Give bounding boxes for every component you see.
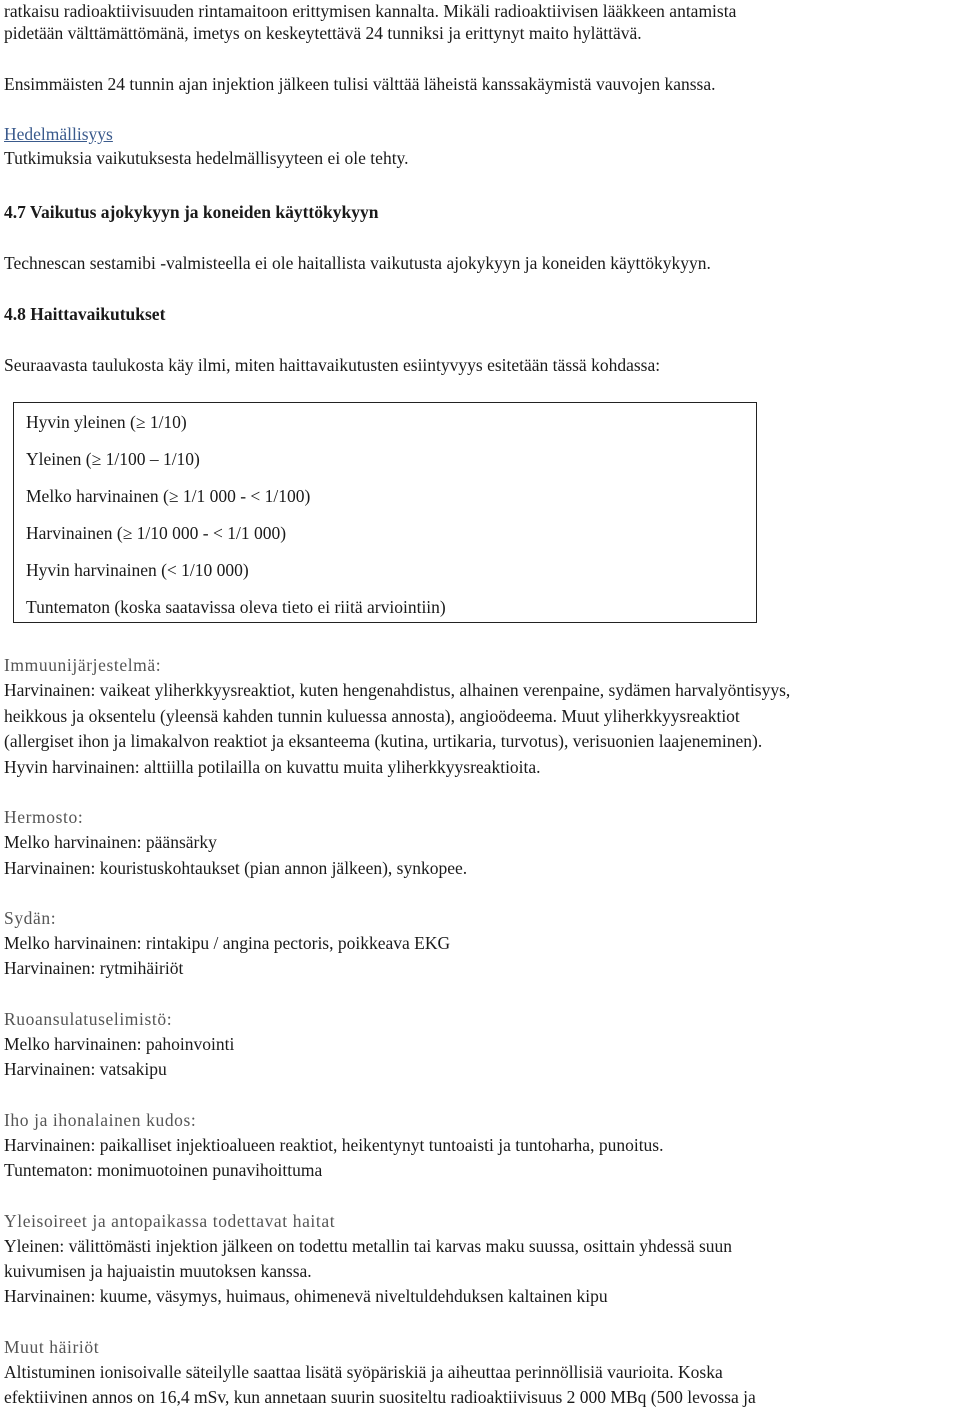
paragraph-line: Harvinainen: kuume, väsymys, huimaus, ohimenevä niveltuldehduksen kaltainen kipu (4, 1286, 608, 1306)
subheading-fertility: Hedelmällisyys (4, 124, 113, 144)
frequency-row: Yleinen (≥ 1/100 – 1/10) (26, 449, 200, 469)
paragraph-line: Technescan sestamibi -valmisteella ei ole haitallista vaikutusta ajokykyyn ja koneiden käyttökykyyn. (4, 253, 711, 273)
paragraph-line: Harvinainen: rytmihäiriöt (4, 958, 184, 978)
paragraph-line: ratkaisu radioaktiivisuuden rintamaitoon erittymisen kannalta. Mikäli radioaktiivisen lääkkeen antamista (4, 1, 737, 21)
category-heading: Immuunijärjestelmä: (4, 655, 162, 675)
paragraph-line: (allergiset ihon ja limakalvon reaktiot ja eksanteema (kutina, urtikaria, turvotus), verisuonien laajeneminen). (4, 731, 763, 751)
paragraph-line: heikkous ja oksentelu (yleensä kahden tunnin kuluessa annosta), angioödeema. Muut yliherkkyysreaktiot (4, 706, 740, 726)
category-heading: Sydän: (4, 908, 57, 928)
category-heading: Muut häiriöt (4, 1337, 100, 1357)
category-heading: Yleisoireet ja antopaikassa todettavat haitat (4, 1211, 336, 1231)
paragraph-line: Tutkimuksia vaikutuksesta hedelmällisyyteen ei ole tehty. (4, 148, 409, 168)
paragraph-line: Yleinen: välittömästi injektion jälkeen on todettu metallin tai karvas maku suussa, osittain yhdessä suun (4, 1236, 733, 1256)
frequency-row: Hyvin harvinainen (< 1/10 000) (26, 560, 249, 580)
paragraph-line: Harvinainen: paikalliset injektioalueen reaktiot, heikentynyt tuntoaisti ja tuntoharha, punoitus. (4, 1135, 664, 1155)
paragraph-line: Ensimmäisten 24 tunnin ajan injektion jälkeen tulisi välttää läheistä kanssakäymistä vauvojen kanssa. (4, 74, 716, 94)
paragraph-line: Hyvin harvinainen: alttiilla potilailla on kuvattu muita yliherkkyysreaktioita. (4, 757, 541, 777)
frequency-row: Harvinainen (≥ 1/10 000 - < 1/1 000) (26, 523, 287, 543)
paragraph-line: Altistuminen ionisoivalle säteilylle saattaa lisätä syöpäriskiä ja aiheuttaa perinnöllisiä vaurioita. Koska (4, 1362, 723, 1382)
paragraph-line: Harvinainen: vatsakipu (4, 1059, 167, 1079)
paragraph-line: Melko harvinainen: päänsärky (4, 832, 217, 852)
paragraph-line: Harvinainen: vaikeat yliherkkyysreaktiot, kuten hengenahdistus, alhainen verenpaine, sydämen harvalyöntisyys, (4, 680, 791, 700)
frequency-table (13, 402, 757, 623)
paragraph-line: Seuraavasta taulukosta käy ilmi, miten haittavaikutusten esiintyvyys esitetään tässä kohdassa: (4, 355, 661, 375)
paragraph-line: kuivumisen ja hajuaistin muutoksen kanssa. (4, 1261, 312, 1281)
paragraph-line: Melko harvinainen: pahoinvointi (4, 1034, 235, 1054)
frequency-row: Tuntematon (koska saatavissa oleva tieto ei riitä arviointiin) (26, 597, 446, 617)
frequency-row: Hyvin yleinen (≥ 1/10) (26, 412, 187, 432)
paragraph-line: Tuntematon: monimuotoinen punavihoittuma (4, 1160, 323, 1180)
paragraph-line: efektiivinen annos on 16,4 mSv, kun annetaan suurin suositeltu radioaktiivisuus 2 000 MBq (500 levossa ja (4, 1387, 756, 1407)
frequency-row: Melko harvinainen (≥ 1/1 000 - < 1/100) (26, 486, 311, 506)
paragraph-line: Melko harvinainen: rintakipu / angina pectoris, poikkeava EKG (4, 933, 451, 953)
category-heading: Ruoansulatuselimistö: (4, 1009, 173, 1029)
section-heading-4-8: 4.8 Haittavaikutukset (4, 304, 166, 324)
category-heading: Hermosto: (4, 807, 84, 827)
paragraph-line: Harvinainen: kouristuskohtaukset (pian annon jälkeen), synkopee. (4, 858, 468, 878)
category-heading: Iho ja ihonalainen kudos: (4, 1110, 197, 1130)
section-heading-4-7: 4.7 Vaikutus ajokykyyn ja koneiden käyttökykyyn (4, 202, 379, 222)
paragraph-line: pidetään välttämättömänä, imetys on keskeytettävä 24 tunniksi ja erittynyt maito hylättävä. (4, 23, 642, 43)
